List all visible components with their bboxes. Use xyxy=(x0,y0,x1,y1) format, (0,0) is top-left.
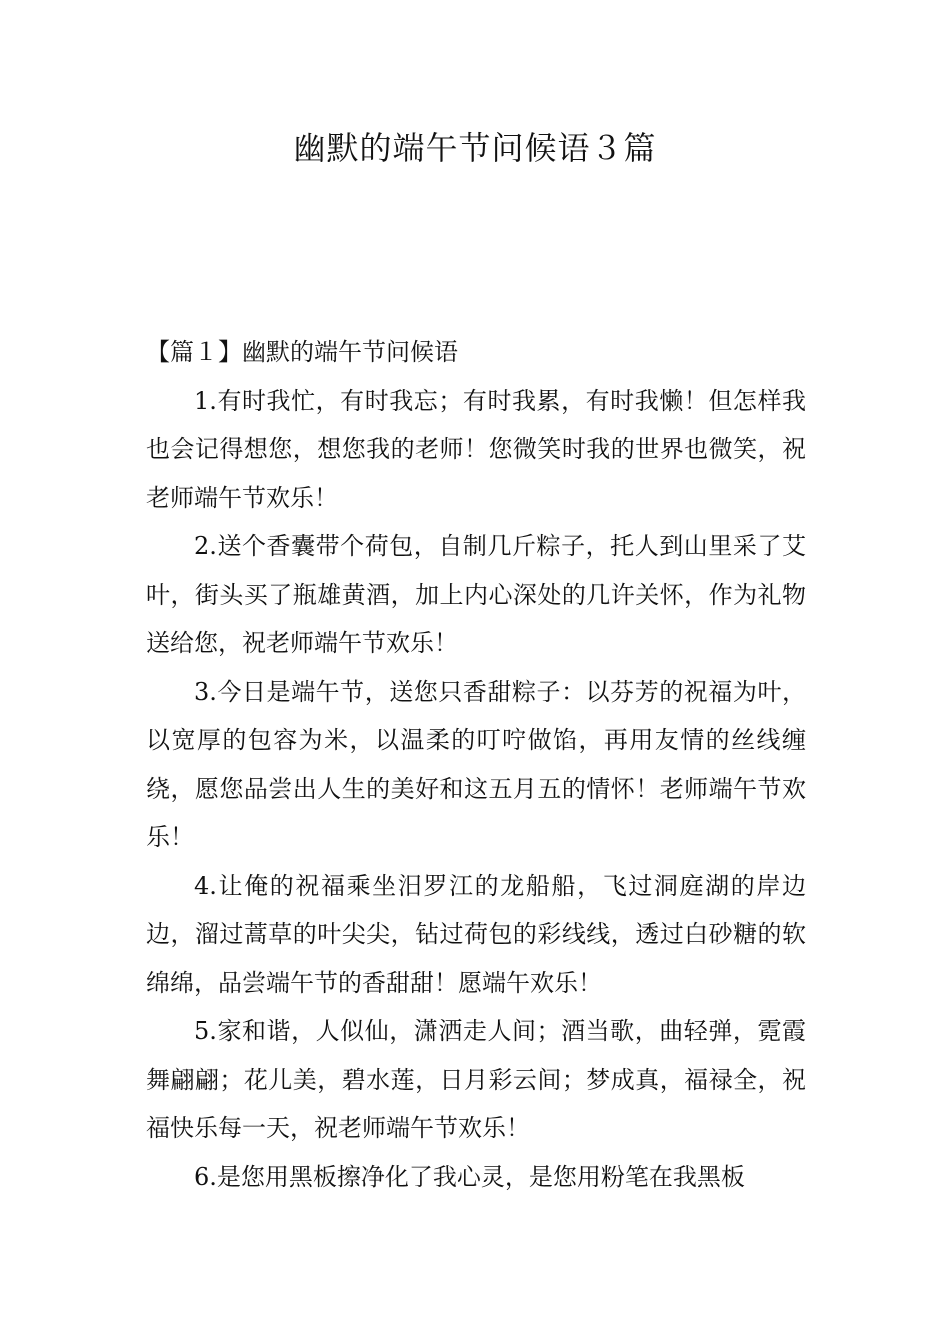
paragraph-5: 5.家和谐，人似仙，潇洒走人间；酒当歌，曲轻弹，霓霞舞翩翩；花儿美，碧水莲，日月彩云间；梦成真，福禄全，祝福快乐每一天，祝老师端午节欢乐！ xyxy=(146,1017,806,1142)
paragraph-6: 6.是您用黑板擦净化了我心灵，是您用粉笔在我黑板 xyxy=(194,1162,745,1191)
paragraph-1: 1.有时我忙，有时我忘；有时我累，有时我懒！但怎样我也会记得想您，想您我的老师！您微笑时我的世界也微笑，祝老师端午节欢乐！ xyxy=(146,386,806,512)
paragraph-4: 4.让俺的祝福乘坐汨罗江的龙船船，飞过洞庭湖的岸边边，溜过蒿草的叶尖尖，钻过荷包的彩线线，透过白砂糖的软绵绵，品尝端午节的香甜甜！愿端午欢乐！ xyxy=(146,871,806,997)
document-body xyxy=(146,328,806,1201)
paragraph-3: 3.今日是端午节，送您只香甜粽子：以芬芳的祝福为叶，以宽厚的包容为米，以温柔的叮咛做馅，再用友情的丝线缠绕，愿您品尝出人生的美好和这五月五的情怀！老师端午节欢乐！ xyxy=(146,677,806,851)
section-heading: 【篇１】幽默的端午节问候语 xyxy=(146,338,458,366)
document-title: 幽默的端午节问候语３篇 xyxy=(293,129,657,167)
paragraph-2: 2.送个香囊带个荷包，自制几斤粽子，托人到山里采了艾叶，街头买了瓶雄黄酒，加上内心深处的几许关怀，作为礼物送给您，祝老师端午节欢乐！ xyxy=(146,532,806,657)
